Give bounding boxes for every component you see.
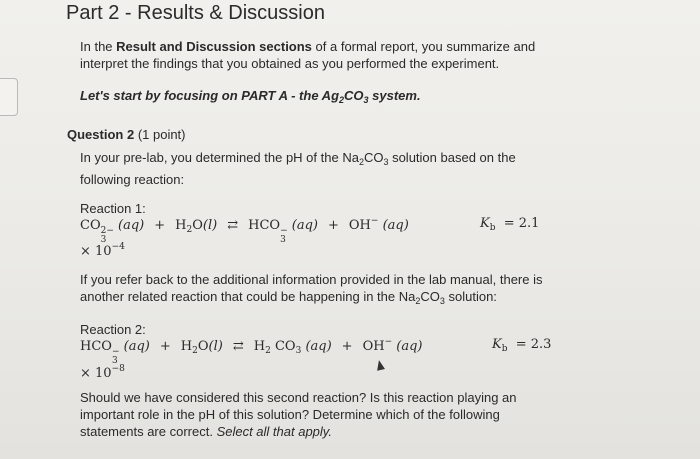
question-number: Question 2 bbox=[67, 127, 135, 142]
info-sub2: 3 bbox=[439, 296, 445, 306]
focus-post: system. bbox=[368, 88, 421, 103]
r2-plus: + bbox=[159, 339, 171, 354]
info-mid: CO bbox=[420, 289, 440, 304]
r2-water: $H_2O(l)$ bbox=[180, 339, 223, 356]
r2-exponent: × $10^{-8}$ bbox=[80, 364, 125, 381]
final-text: Should we have considered this second reaction? Is this reaction playing an important role in the pH of this solution? Determine which of the following statements are correct. bbox=[80, 390, 517, 439]
r2-product1: $H_2$ $CO_3$ (aq) bbox=[253, 339, 332, 356]
info-sub1: 2 bbox=[415, 296, 421, 306]
prelab-mid: CO bbox=[363, 150, 384, 165]
r1-product2: OH− (aq) bbox=[348, 216, 409, 233]
r1-water: $H_2O(l)$ bbox=[175, 218, 218, 235]
focus-sub1: 2 bbox=[339, 95, 345, 105]
r2-product2: OH− (aq) bbox=[362, 337, 423, 354]
reaction2-equation bbox=[80, 337, 552, 366]
info-post: solution: bbox=[444, 289, 497, 304]
r1-exponent: × $10^{-4}$ bbox=[80, 242, 125, 259]
focus-statement bbox=[80, 87, 550, 109]
final-question bbox=[80, 389, 550, 440]
reaction2-label: Reaction 2: bbox=[80, 322, 146, 337]
r1-plus-2: + bbox=[327, 218, 339, 233]
intro-text-pre: In the bbox=[80, 39, 117, 54]
question-points: (1 point) bbox=[137, 127, 186, 142]
question-header bbox=[67, 127, 186, 142]
prelab-paragraph bbox=[80, 149, 550, 188]
r1-product1: HCO − 3 (aq) bbox=[248, 218, 318, 245]
prelab-pre: In your pre-lab, you determined the pH of the Na bbox=[80, 150, 359, 165]
reaction1-equation bbox=[80, 216, 540, 245]
page-title: Part 2 - Results & Discussion bbox=[66, 2, 325, 24]
focus-mid: CO bbox=[344, 88, 364, 103]
prelab-sub2: 3 bbox=[383, 157, 389, 167]
final-italic: Select all that apply. bbox=[216, 424, 332, 439]
reaction1-label: Reaction 1: bbox=[80, 201, 146, 216]
intro-paragraph bbox=[80, 38, 550, 72]
r2-kb: $K_b = 2.3$ bbox=[492, 337, 552, 354]
info-pre: If you refer back to the additional information provided in the lab manual, there is another related reaction that could be happening in the Na bbox=[80, 272, 543, 304]
r1-arrow: ⇄ bbox=[227, 218, 239, 233]
side-tab[interactable] bbox=[0, 78, 18, 116]
focus-pre: Let's start by focusing on PART A - the Ag bbox=[80, 88, 340, 103]
r2-plus-2: + bbox=[341, 339, 353, 354]
r2-arrow: ⇄ bbox=[232, 339, 244, 354]
prelab-post: solution based on the following reaction: bbox=[80, 150, 516, 187]
r1-reactant: CO 2− 3 (aq) bbox=[80, 218, 145, 245]
r1-plus: + bbox=[154, 218, 166, 233]
info-paragraph bbox=[80, 271, 550, 310]
intro-text-post: of a formal report, you summarize and interpret the findings that you obtained as you performed the experiment. bbox=[80, 39, 536, 71]
prelab-sub1: 2 bbox=[358, 157, 364, 167]
r2-reactant: HCO − 3 (aq) bbox=[80, 339, 150, 366]
r1-kb: $K_b = 2.1$ bbox=[480, 216, 540, 233]
focus-sub2: 3 bbox=[363, 95, 369, 105]
intro-text-bold: Result and Discussion sections bbox=[116, 39, 312, 54]
